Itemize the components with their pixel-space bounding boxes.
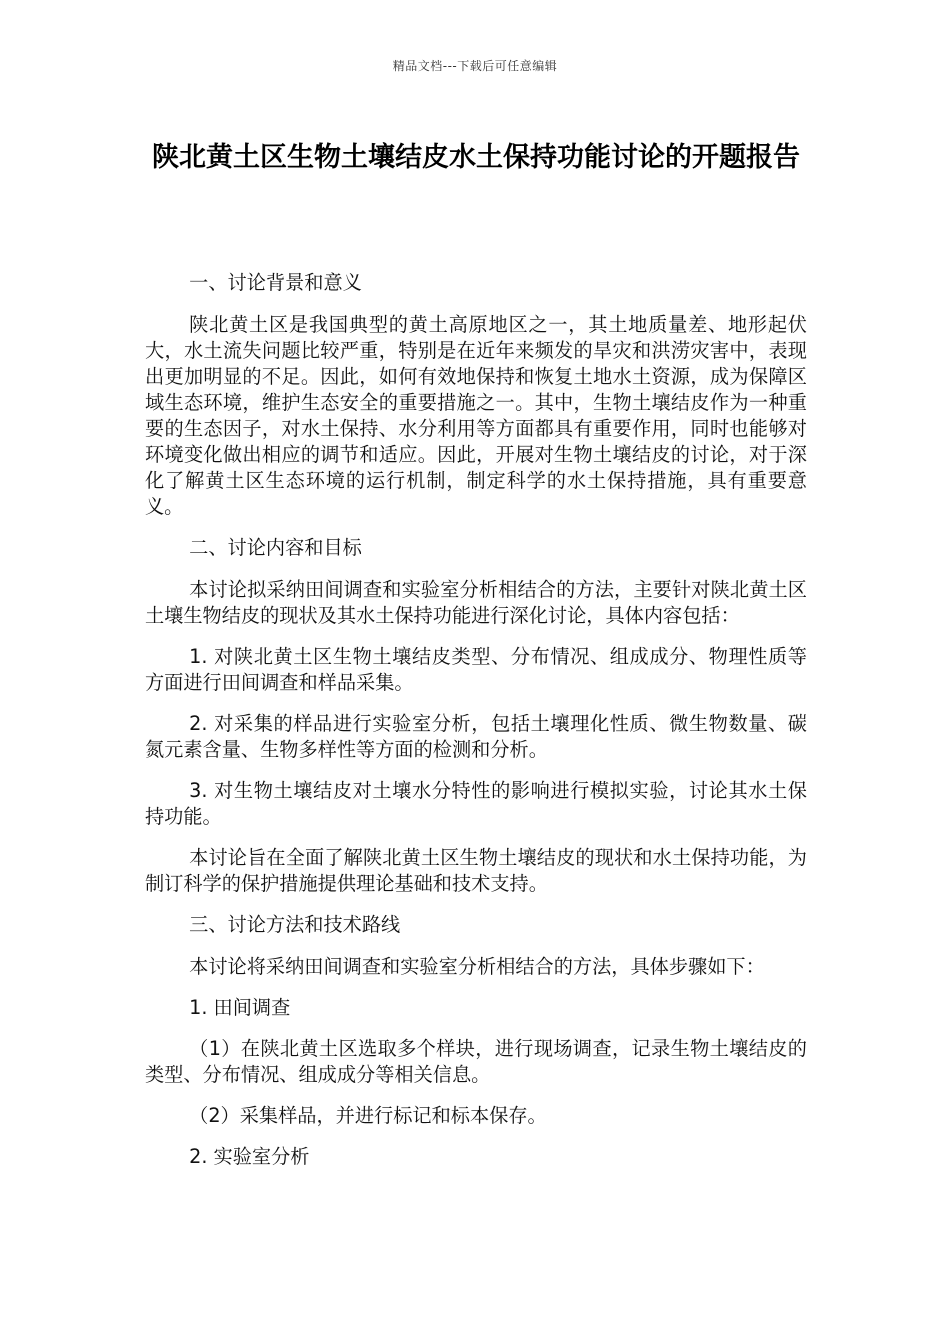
paragraph-methods-intro: 本讨论将采纳田间调查和实验室分析相结合的方法，具体步骤如下： xyxy=(189,955,765,978)
section-heading-background: 一、讨论背景和意义 xyxy=(189,271,362,294)
paragraph-content-intro: 本讨论拟采纳田间调查和实验室分析相结合的方法，主要针对陕北黄土区土壤生物结皮的现状及其水土保持功能进行深化讨论，具体内容包括： xyxy=(145,578,807,627)
document-body xyxy=(145,270,807,1185)
section-heading-methods: 三、讨论方法和技术路线 xyxy=(189,913,401,936)
section-heading-content: 二、讨论内容和目标 xyxy=(189,536,362,559)
list-item-field-survey: 1. 田间调查 xyxy=(189,996,291,1019)
paragraph-background: 陕北黄土区是我国典型的黄土高原地区之一，其土地质量差、地形起伏大，水土流失问题比较严重，特别是在近年来频发的旱灾和洪涝灾害中，表现出更加明显的不足。因此，如何有效地保持和恢复土地水土资源，成为保障区域生态环境，维护生态安全的重要措施之一。其中，生物土壤结皮作为一种重要的生态因子，对水土保持、水分利用等方面都具有重要作用，同时也能够对环境变化做出相应的调节和适应。因此，开展对生物土壤结皮的讨论，对于深化了解黄土区生态环境的运行机制，制定科学的水土保持措施，具有重要意义。 xyxy=(145,313,807,518)
paragraph-goal: 本讨论旨在全面了解陕北黄土区生物土壤结皮的现状和水土保持功能，为制订科学的保护措施提供理论基础和技术支持。 xyxy=(145,846,807,895)
list-item-lab-analysis: 2. 实验室分析 xyxy=(189,1145,310,1168)
document-title: 陕北黄土区生物土壤结皮水土保持功能讨论的开题报告 xyxy=(152,142,800,173)
list-item-content-3: 3. 对生物土壤结皮对土壤水分特性的影响进行模拟实验，讨论其水土保持功能。 xyxy=(145,779,807,828)
list-item-content-2: 2. 对采集的样品进行实验室分析，包括土壤理化性质、微生物数量、碳氮元素含量、生物多样性等方面的检测和分析。 xyxy=(145,712,807,761)
list-subitem-survey-2: （2）采集样品，并进行标记和标本保存。 xyxy=(189,1104,547,1127)
list-subitem-survey-1: （1）在陕北黄土区选取多个样块，进行现场调查，记录生物土壤结皮的类型、分布情况、组成成分等相关信息。 xyxy=(145,1037,807,1086)
page-header: 精品文档---下载后可任意编辑 xyxy=(392,59,558,73)
list-item-content-1: 1. 对陕北黄土区生物土壤结皮类型、分布情况、组成成分、物理性质等方面进行田间调查和样品采集。 xyxy=(145,645,807,694)
